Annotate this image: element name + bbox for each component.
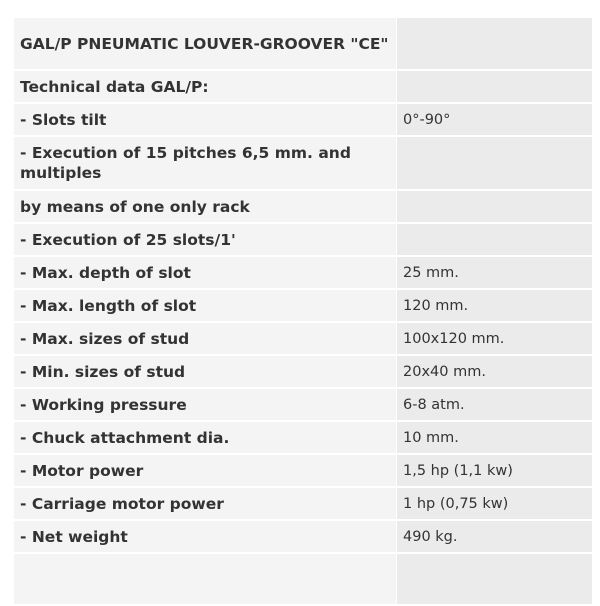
product-title-value [397, 18, 592, 71]
table-row [14, 257, 592, 290]
spec-label: - Working pressure [14, 389, 397, 422]
spec-label: - Motor power [14, 455, 397, 488]
table-row [14, 389, 592, 422]
spec-value [397, 224, 592, 257]
spec-label: - Net weight [14, 521, 397, 554]
table-row [14, 521, 592, 554]
technical-spec-table [14, 18, 592, 606]
spec-value [397, 137, 592, 191]
spec-value: 1 hp (0,75 kw) [397, 488, 592, 521]
technical-data-heading: Technical data GAL/P: [14, 71, 397, 104]
empty-cell [397, 554, 592, 606]
spec-value: 10 mm. [397, 422, 592, 455]
table-row-title [14, 18, 592, 71]
spec-value: 0°-90° [397, 104, 592, 137]
table-row [14, 104, 592, 137]
product-title: GAL/P PNEUMATIC LOUVER-GROOVER "CE" [14, 18, 397, 71]
spec-value: 100x120 mm. [397, 323, 592, 356]
table-row-subtitle [14, 71, 592, 104]
table-row-empty [14, 554, 592, 606]
table-row [14, 137, 592, 191]
empty-cell [14, 554, 397, 606]
table-row [14, 488, 592, 521]
table-row [14, 323, 592, 356]
spec-table-container [14, 18, 591, 606]
spec-value: 490 kg. [397, 521, 592, 554]
spec-value: 6-8 atm. [397, 389, 592, 422]
spec-value [397, 191, 592, 224]
spec-value: 120 mm. [397, 290, 592, 323]
table-row [14, 224, 592, 257]
table-row [14, 455, 592, 488]
spec-label: - Execution of 15 pitches 6,5 mm. and multiples [14, 137, 397, 191]
technical-data-value [397, 71, 592, 104]
spec-label: - Min. sizes of stud [14, 356, 397, 389]
spec-value: 25 mm. [397, 257, 592, 290]
spec-value: 1,5 hp (1,1 kw) [397, 455, 592, 488]
table-row [14, 356, 592, 389]
spec-label: - Chuck attachment dia. [14, 422, 397, 455]
spec-label: - Slots tilt [14, 104, 397, 137]
spec-label: - Carriage motor power [14, 488, 397, 521]
spec-label: - Max. length of slot [14, 290, 397, 323]
spec-label: - Max. depth of slot [14, 257, 397, 290]
table-row [14, 290, 592, 323]
spec-label: - Execution of 25 slots/1' [14, 224, 397, 257]
table-row [14, 191, 592, 224]
spec-value: 20x40 mm. [397, 356, 592, 389]
spec-label: by means of one only rack [14, 191, 397, 224]
spec-label: - Max. sizes of stud [14, 323, 397, 356]
table-row [14, 422, 592, 455]
